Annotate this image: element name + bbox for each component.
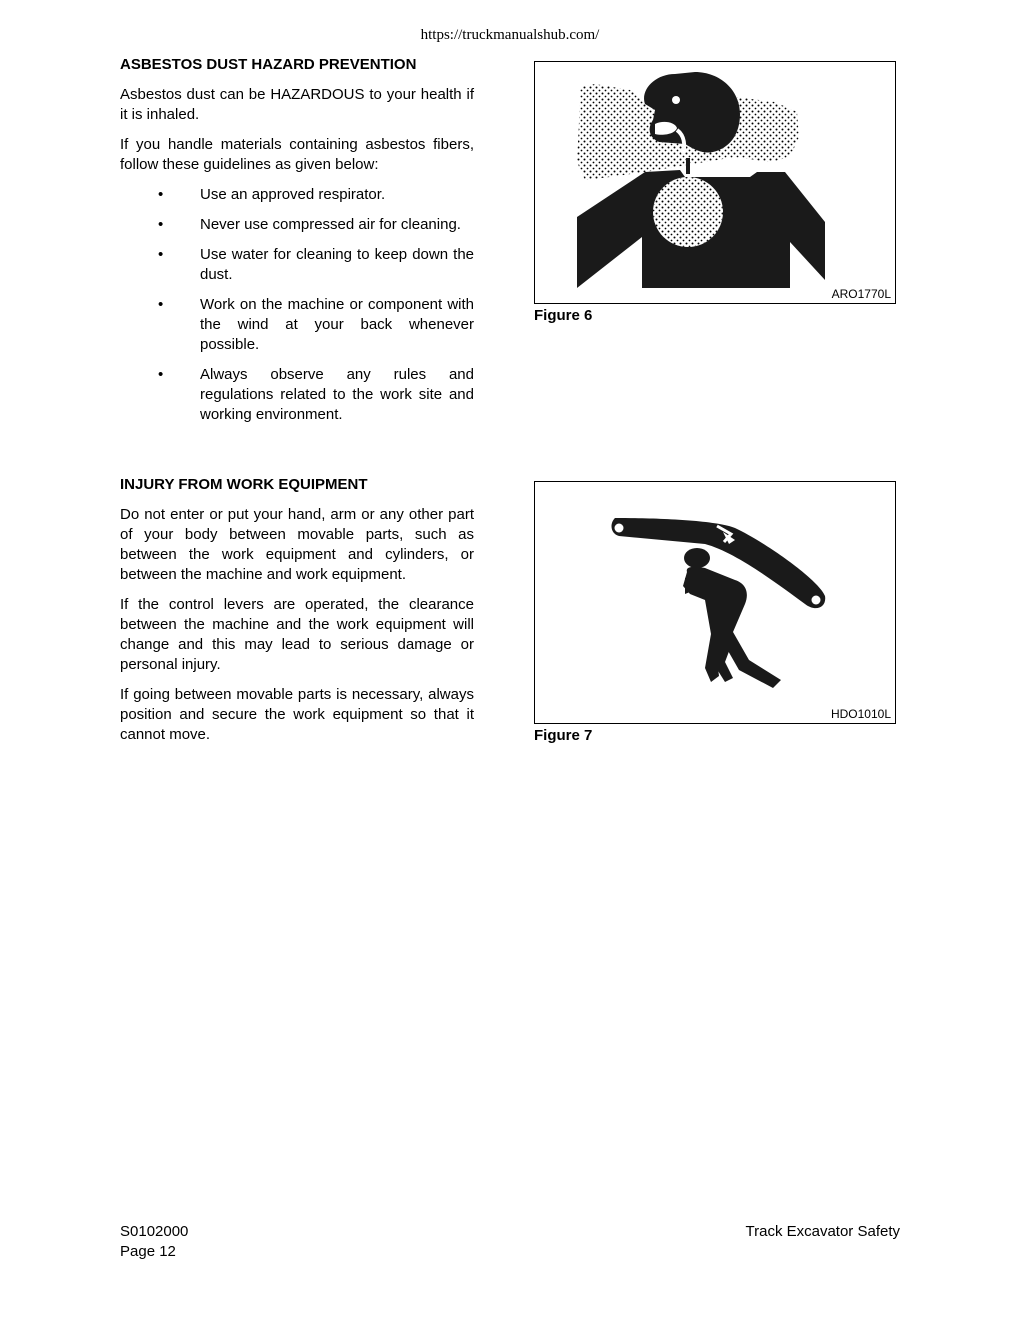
footer-left (120, 1222, 188, 1262)
list-item (120, 185, 474, 205)
document-id: S0102000 (120, 1223, 189, 1240)
section-injury (120, 475, 474, 755)
bullet: • (158, 366, 164, 383)
figure-6-frame (534, 61, 896, 304)
footer-title: Track Excavator Safety (745, 1223, 900, 1240)
bullet: • (158, 216, 164, 233)
list-item (120, 295, 474, 355)
figure-7-caption: Figure 7 (534, 727, 593, 744)
list-item-text: Work on the machine or component with the wind at your back whenever possible. (200, 296, 474, 353)
bullet: • (158, 296, 164, 313)
paragraph: If going between movable parts is necessary, always position and secure the work equipment so that it cannot move. (120, 686, 474, 743)
list-item (120, 365, 474, 425)
list-item-text: Use an approved respirator. (200, 186, 386, 203)
paragraph: If you handle materials containing asbestos fibers, follow these guidelines as given below: (120, 136, 474, 173)
section-heading-injury: INJURY FROM WORK EQUIPMENT (120, 476, 368, 493)
list-item-text: Always observe any rules and regulations related to the work site and working environment. (200, 366, 474, 423)
paragraph: Asbestos dust can be HAZARDOUS to your health if it is inhaled. (120, 86, 474, 123)
crush-hazard-icon (535, 482, 895, 723)
paragraph: Do not enter or put your hand, arm or any other part of your body between movable parts, such as between the work equipment and cylinders, or between the machine and work equipment. (120, 506, 474, 583)
figure-6-caption: Figure 6 (534, 307, 593, 324)
section-heading-asbestos: ASBESTOS DUST HAZARD PREVENTION (120, 56, 417, 73)
source-url[interactable]: https://truckmanualshub.com/ (420, 27, 600, 43)
section-asbestos (120, 55, 474, 435)
figure-7-code: HDO1010L (830, 707, 891, 721)
figure-6-code: ARO1770L (831, 287, 891, 301)
asbestos-inhalation-icon (535, 62, 895, 303)
list-item-text: Never use compressed air for cleaning. (200, 216, 461, 233)
bullet: • (158, 186, 164, 203)
paragraph: If the control levers are operated, the clearance between the machine and the work equipment will change and this may lead to serious damage or personal injury. (120, 596, 474, 673)
list-item (120, 215, 474, 235)
list-item (120, 245, 474, 285)
bullet: • (158, 246, 164, 263)
guideline-list (120, 185, 474, 425)
list-item-text: Use water for cleaning to keep down the dust. (200, 246, 474, 283)
figure-7-frame (534, 481, 896, 724)
page-number: Page 12 (120, 1243, 176, 1260)
